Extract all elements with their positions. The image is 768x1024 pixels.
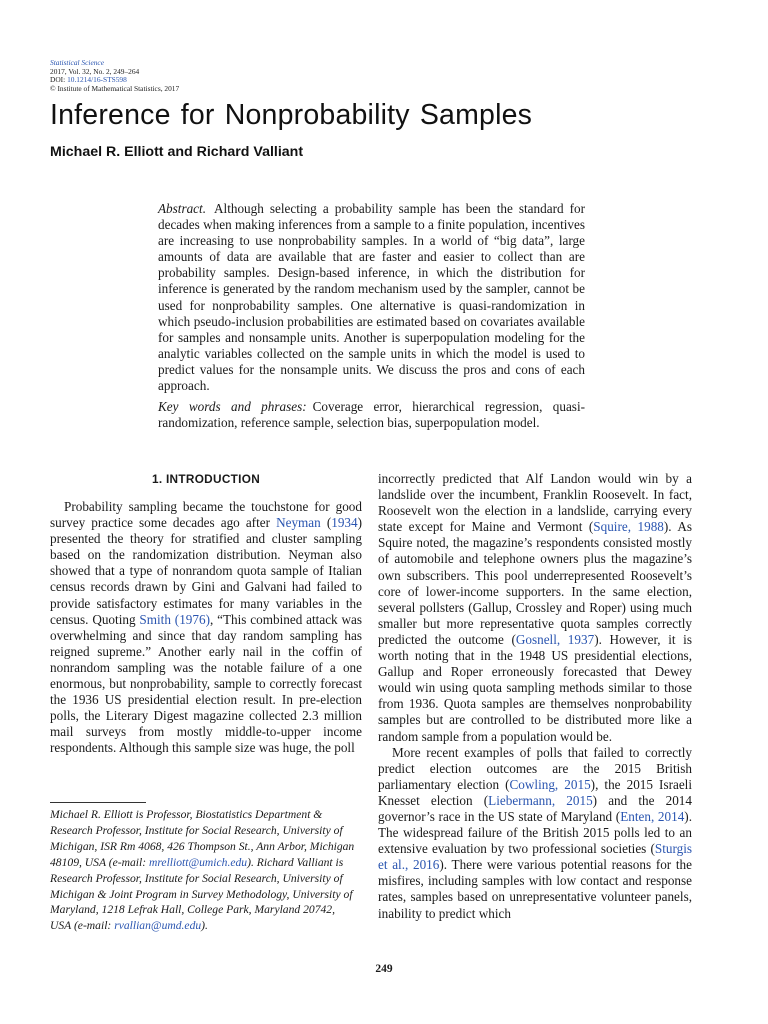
- body-text: ), the 2015 Israeli Knesset election (: [378, 776, 692, 808]
- author-footnote: [50, 807, 356, 934]
- body-text: (: [320, 515, 332, 531]
- volume-line: 2017, Vol. 32, No. 2, 249–264: [50, 66, 140, 76]
- journal-header: [50, 59, 390, 93]
- left-column: [50, 471, 362, 757]
- abstract-text: Although selecting a probability sample has been the standard for decades when making inferences from a sample to a finite population, incentives are increasing to use nonprobability samples. In a world of “big data”, large amounts of data are available that are faster and easier to collect than are probability samples. Design-based inference, in which the distribution for inference is generated by the random mechanism used by the sampler, cannot be used for nonprobability samples. One alternative is quasi-randomization in which pseudo-inclusion probabilities are estimated based on covariates available for samples and nonsample units. Another is superpopulation modeling for the analytic variables collected on the sample units in which the model is used to predict values for the nonsample units. We discuss the pros and cons of each approach.: [158, 201, 585, 394]
- copyright-line: © Institute of Mathematical Statistics, 2017: [50, 83, 180, 93]
- intro-paragraph-2: [378, 745, 692, 922]
- intro-paragraph-1: [50, 499, 362, 757]
- citation-link-neyman[interactable]: Neyman: [276, 515, 321, 531]
- email-link-valliant[interactable]: rvallian@umd.edu: [114, 919, 202, 933]
- citation-link-squire-year[interactable]: 1988: [637, 519, 664, 535]
- body-text: ). The widespread failure of the British 2015 polls led to an extensive evaluation by two professional societies (: [378, 808, 692, 857]
- doi-label: DOI:: [50, 75, 66, 85]
- paper-title: Inference for Nonprobability Samples: [50, 99, 533, 131]
- body-text: ) and the 2014 governor’s race in the US state of Maryland (: [378, 792, 692, 824]
- email-link-elliott[interactable]: mrelliott@umich.edu: [148, 855, 248, 869]
- citation-link-cowling[interactable]: Cowling, 2015: [509, 776, 591, 792]
- body-text: More recent examples of polls that failed to correctly predict election outcomes are the 2015 British parliamentary election (: [378, 744, 692, 792]
- citation-link-neyman-year[interactable]: 1934: [331, 515, 358, 531]
- keywords-label: Key words and phrases:: [158, 399, 307, 415]
- citation-link-liebermann[interactable]: Liebermann, 2015: [488, 792, 593, 808]
- body-text: Probability sampling became the touchstone for good survey practice some decades ago after: [50, 499, 362, 531]
- page-number: 249: [375, 963, 393, 975]
- body-text: , “This combined attack was overwhelming and since that day random sampling has reigned supreme.” Another early nail in the coffin of nonrandom sampling was the notable failure of a one enormous, but nonprobability, sample to correctly forecast the 1936 US presidential election result. In pre-election polls, the Literary Digest magazine collected 2.3 million mail surveys from mostly middle-to-upper income respondents. Although this sample size was huge, the poll: [50, 611, 363, 756]
- abstract-label: Abstract.: [158, 201, 206, 216]
- body-text: ). As Squire noted, the magazine’s respondents consisted mostly of automobile and telephone owners plus the magazine’s own subscribers. This pool underrepresented Roosevelt’s core of lower-income supporters. In the same election, several pollsters (Gallup, Crossley and Roper) using much smaller but more representative quota samples correctly predicted the outcome (: [378, 519, 692, 647]
- keywords-paragraph: [158, 399, 585, 431]
- section-heading: 1. INTRODUCTION: [151, 472, 261, 486]
- footnote-text: ).: [201, 919, 208, 933]
- journal-name-link[interactable]: Statistical Science: [50, 58, 104, 67]
- paper-authors: Michael R. Elliott and Richard Valliant: [50, 144, 304, 160]
- footnote-rule: [50, 802, 146, 803]
- keywords-text: Coverage error, hierarchical regression, quasi-randomization, reference sample, selection bias, superpopulation model.: [158, 399, 585, 431]
- footnote-text: ). Richard Valliant is Research Professor, Institute for Social Research, University of Michigan & Joint Program in Survey Methodology, University of Maryland, 1218 Lefrak Hall, College Park, Maryland 20742, USA (e-mail:: [50, 855, 353, 933]
- body-text: ). There were various potential reasons for the misfires, including samples with low contact and response rates, samples based on unrepresentative volunteer panels, inability to predict which: [378, 857, 692, 921]
- footnote-paragraph: [50, 807, 356, 934]
- right-column: [378, 471, 692, 922]
- intro-paragraph-1-continued: [378, 471, 692, 745]
- doi-link[interactable]: 10.1214/16-STS598: [67, 75, 127, 85]
- citation-link-enten[interactable]: Enten,: [620, 808, 655, 824]
- abstract-paragraph: [158, 201, 585, 394]
- abstract-block: [158, 201, 585, 431]
- citation-link-gosnell[interactable]: Gosnell, 1937: [515, 631, 595, 647]
- body-text: ). However, it is worth noting that in the 1948 US presidential elections, Gallup and Roper erroneously forecasted that Dewey would win using quota sampling methods similar to those from 1936. Quota samples are themselves nonprobability samples but are controlled to be distributed more like a random sample from a population would be.: [378, 631, 692, 744]
- citation-link-enten-year[interactable]: 2014: [657, 808, 685, 824]
- citation-link-sturgis[interactable]: Sturgis et al., 2016: [378, 841, 692, 873]
- footnote-text: Michael R. Elliott is Professor, Biostatistics Department & Research Professor, Institute for Social Research, University of Michigan, ISR Rm 4068, 426 Thompson St., Ann Arbor, Michigan 48109, USA (e-mail:: [50, 808, 355, 869]
- citation-link-smith[interactable]: Smith (1976): [139, 611, 210, 627]
- body-text: incorrectly predicted that Alf Landon would win by a landslide over the incumbent, Franklin Roosevelt. In fact, Roosevelt won the election in a landslide, carrying every state except for Maine and Vermont (: [378, 471, 692, 535]
- citation-link-squire[interactable]: Squire,: [593, 519, 631, 535]
- body-text: ) presented the theory for stratified and cluster sampling based on the randomization distribution. Neyman also showed that a type of nonrandom quota sample of Italian census records drawn by Gini and Galvani had failed to provide satisfactory estimates for many variables in the census. Quoting: [50, 515, 362, 627]
